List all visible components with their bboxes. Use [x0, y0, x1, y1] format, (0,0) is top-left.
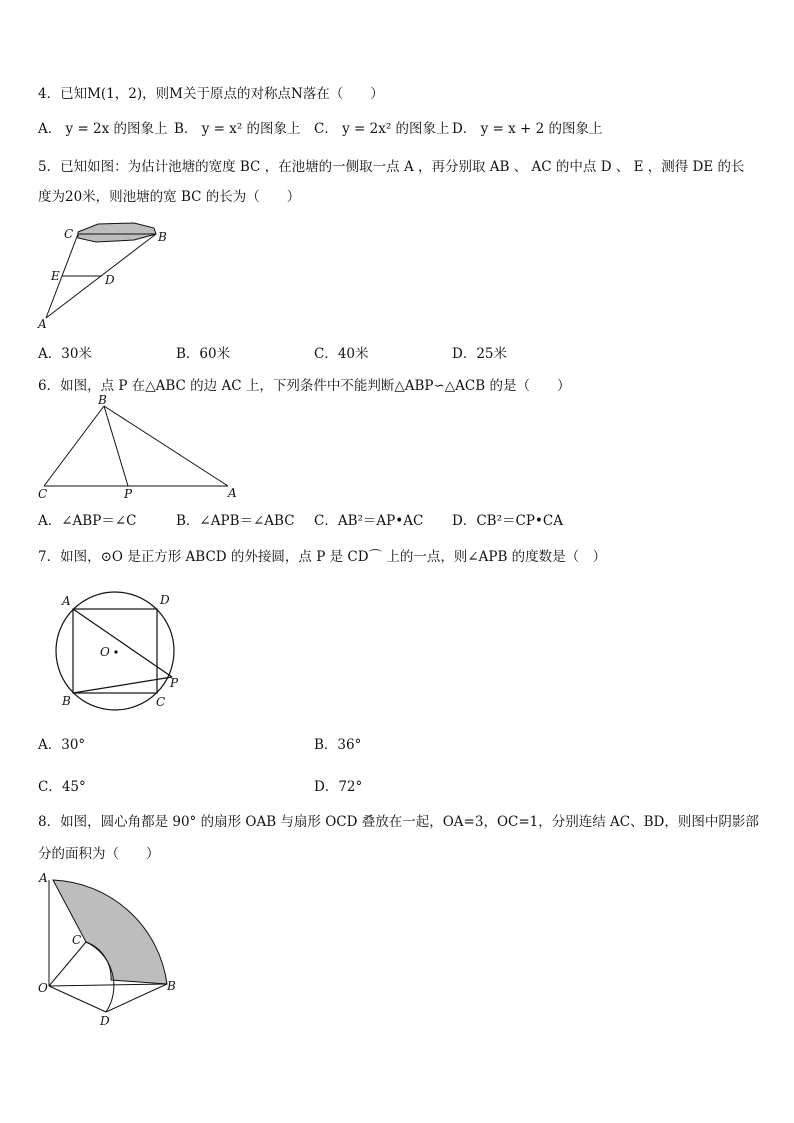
label-d: D [100, 1014, 110, 1028]
label-b: B [158, 230, 167, 244]
question-5-stem-line2: 度为20米，则池塘的宽 BC 的长为（ ） [38, 189, 301, 205]
label-b: B [62, 694, 71, 708]
label-a: A [228, 486, 237, 500]
q5-option-b[interactable]: B．60米 [176, 346, 231, 362]
q5-option-c[interactable]: C．40米 [314, 346, 369, 362]
q5-option-a[interactable]: A．30米 [38, 346, 92, 362]
q7-option-a[interactable]: A．30° [38, 737, 86, 753]
q5-option-d[interactable]: D．25米 [452, 346, 508, 362]
segment-db [106, 984, 167, 1012]
q7-option-c[interactable]: C．45° [38, 779, 86, 795]
q6-option-b[interactable]: B．∠APB＝∠ABC [176, 513, 295, 529]
q4-option-c[interactable]: C． y = 2x² 的图象上 [314, 121, 450, 137]
q7-option-b[interactable]: B．36° [314, 737, 362, 753]
label-a: A [38, 317, 47, 331]
shaded-region [53, 880, 167, 984]
label-d: D [160, 593, 170, 607]
q4-option-a[interactable]: A． y = 2x 的图象上 [38, 121, 168, 137]
q6-option-a[interactable]: A．∠ABP＝∠C [38, 513, 137, 529]
question-4-stem: 4．已知M(1，2)，则M关于原点的对称点N落在（ ） [38, 86, 384, 102]
label-a: A [39, 871, 48, 885]
label-o: O [38, 981, 48, 995]
q6-triangle-figure [36, 393, 246, 501]
q4-option-d[interactable]: D． y = x + 2 的图象上 [452, 121, 603, 137]
label-c: C [64, 227, 74, 241]
label-d: D [105, 273, 115, 287]
segment-ba [104, 406, 228, 486]
question-6-stem: 6．如图，点 P 在△ABC 的边 AC 上，下列条件中不能判断△ABP∽△ACB 的是（ ） [38, 378, 571, 394]
label-a: A [62, 594, 71, 608]
label-e: E [51, 269, 60, 283]
label-b: B [98, 393, 107, 407]
q6-option-d[interactable]: D．CB²＝CP•CA [452, 513, 563, 529]
q6-option-c[interactable]: C．AB²＝AP•AC [314, 513, 424, 529]
label-o: O [100, 645, 110, 659]
q7-circle-figure [52, 590, 187, 712]
question-8-stem-line2: 分的面积为（ ） [38, 846, 160, 862]
q7-option-d[interactable]: D．72° [314, 779, 363, 795]
q8-sector-figure [36, 868, 186, 1028]
question-5-stem-line1: 5．已知如图：为估计池塘的宽度 BC ，在池塘的一侧取一点 A ，再分别取 AB 、 AC 的中点 D 、 E ，测得 DE 的长 [38, 159, 745, 175]
label-c: C [72, 933, 82, 947]
q5-pond-figure [38, 220, 178, 335]
label-c: C [156, 695, 166, 709]
center-dot [114, 650, 117, 653]
label-c: C [38, 487, 48, 501]
pond-shape [78, 223, 156, 242]
label-p: P [170, 676, 179, 690]
segment-cb [44, 406, 104, 486]
label-b: B [167, 979, 176, 993]
q4-option-b[interactable]: B． y = x² 的图象上 [174, 121, 301, 137]
label-p: P [124, 487, 133, 501]
question-7-stem: 7．如图，⊙O 是正方形 ABCD 的外接圆，点 P 是 CD⌒ 上的一点，则∠APB 的度数是（ ） [38, 549, 607, 565]
question-8-stem-line1: 8．如图，圆心角都是 90° 的扇形 OAB 与扇形 OCD 叠放在一起，OA=3，OC=1，分别连结 AC、BD，则图中阴影部 [38, 814, 759, 830]
segment-ob [49, 984, 167, 986]
segment-od [49, 986, 106, 1012]
segment-oc [49, 942, 86, 986]
segment-bp [104, 406, 128, 486]
